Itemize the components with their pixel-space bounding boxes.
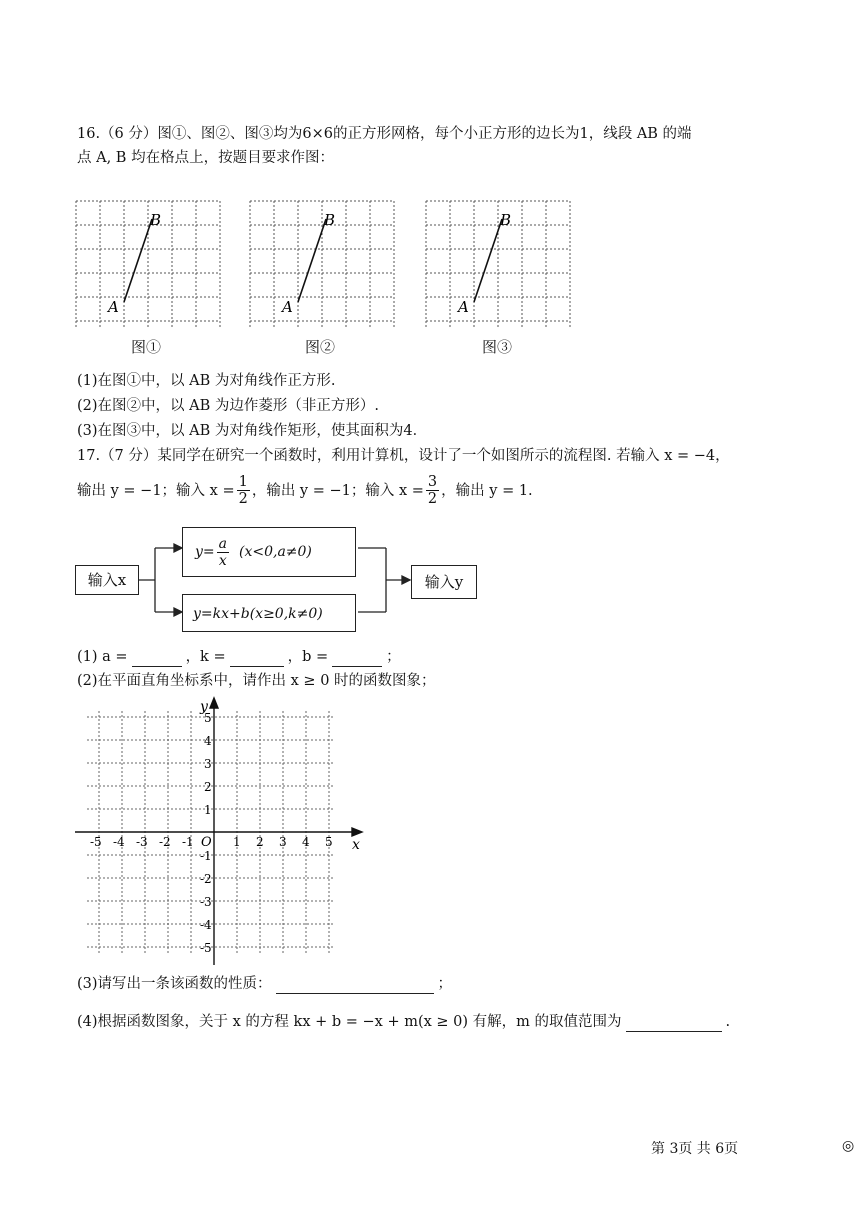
caption-figure-1: 图① <box>131 338 162 356</box>
x-tick-label: -1 <box>182 835 194 849</box>
fraction-denominator: x <box>218 552 227 569</box>
origin-label: O <box>201 835 212 850</box>
answer-blank-b[interactable] <box>332 666 382 667</box>
sub1-end: ； <box>386 649 401 665</box>
q17-line2 <box>77 474 533 507</box>
point-b-label: B <box>150 211 162 229</box>
grid-figure-3 <box>422 197 580 329</box>
q16-line2: 点 A, B 均在格点上，按题目要求作图： <box>77 150 335 166</box>
fraction-numerator: 1 <box>238 474 248 490</box>
page-number: 第 3页 共 6页 <box>651 1141 739 1157</box>
q17-sub4 <box>77 1012 730 1032</box>
fraction-three-halves <box>426 474 439 507</box>
x-tick-label: -5 <box>90 835 102 849</box>
y-tick-label: 4 <box>204 734 212 748</box>
flow-upper-box <box>182 527 356 577</box>
sub4-end: . <box>725 1014 731 1030</box>
y-tick-label: -3 <box>200 895 212 909</box>
fraction-numerator: a <box>218 535 227 552</box>
caption-figure-3: 图③ <box>482 338 513 356</box>
upper-formula-fraction <box>217 536 229 569</box>
q17-sub1 <box>77 647 401 667</box>
y-tick-label: -4 <box>200 918 212 932</box>
x-tick-label: -4 <box>113 835 125 849</box>
y-tick-label: -5 <box>200 941 212 955</box>
q16-sub1: (1)在图①中，以 AB 为对角线作正方形. <box>77 373 336 389</box>
q17-line1: 17.（7 分）某同学在研究一个函数时，利用计算机，设计了一个如图所示的流程图. 若输入 x = −4， <box>77 448 730 464</box>
upper-formula-condition: (x<0,a≠0) <box>239 544 312 560</box>
answer-blank-a[interactable] <box>132 666 182 667</box>
grid-figure-1 <box>72 197 227 329</box>
q16-sub2: (2)在图②中，以 AB 为边作菱形（非正方形）. <box>77 398 379 414</box>
x-tick-label: 2 <box>256 835 264 849</box>
point-a-label: A <box>108 298 119 316</box>
x-tick-label: 3 <box>279 835 287 849</box>
x-axis-label: x <box>352 837 360 853</box>
q16-sub3: (3)在图③中，以 AB 为对角线作矩形，使其面积为4． <box>77 423 428 439</box>
corner-mark: ◎ <box>842 1138 855 1154</box>
answer-blank-property[interactable] <box>276 993 434 994</box>
point-a-label: A <box>458 298 469 316</box>
sub4-text: (4)根据函数图象，关于 x 的方程 kx + b = −x + m(x ≥ 0) 有解，m 的取值范围为 <box>77 1014 622 1030</box>
point-a-label: A <box>282 298 293 316</box>
answer-blank-k[interactable] <box>230 666 284 667</box>
sub3-end: ； <box>437 976 453 992</box>
flow-output-box: 输入y <box>411 565 477 599</box>
q17-sub2: (2)在平面直角坐标系中，请作出 x ≥ 0 时的函数图象； <box>77 673 436 689</box>
x-tick-label: 4 <box>302 835 310 849</box>
answer-blank-m-range[interactable] <box>626 1031 722 1032</box>
q17-sub3 <box>77 974 452 994</box>
y-tick-label: -2 <box>200 872 212 886</box>
sub1-b-label: ，b = <box>287 649 329 665</box>
x-tick-label: 5 <box>325 835 333 849</box>
q16-line1: 16.（6 分）图①、图②、图③均为6×6的正方形网格，每个小正方形的边长为1，线段 AB 的端 <box>77 126 692 142</box>
fraction-one-half <box>237 474 250 507</box>
flow-input-box: 输入x <box>75 565 139 595</box>
x-tick-label: -2 <box>159 835 171 849</box>
y-tick-label: -1 <box>200 849 212 863</box>
coordinate-plane <box>70 695 370 970</box>
y-axis-arrow <box>210 698 218 708</box>
y-tick-label: 1 <box>204 803 212 817</box>
sub1-a-label: (1) a = <box>77 649 128 665</box>
upper-formula-prefix: y= <box>195 544 215 560</box>
sub3-text: (3)请写出一条该函数的性质： <box>77 976 272 992</box>
x-tick-label: -3 <box>136 835 148 849</box>
y-tick-label: 3 <box>204 757 212 771</box>
flow-lower-box: y=kx+b(x≥0,k≠0) <box>182 594 356 632</box>
caption-figure-2: 图② <box>305 338 336 356</box>
fraction-denominator: 2 <box>427 491 438 507</box>
q17-line2-part-a: 输出 y = −1；输入 x = <box>77 482 235 499</box>
fraction-denominator: 2 <box>238 491 248 507</box>
x-tick-label: 1 <box>233 835 241 849</box>
y-axis-label: y <box>200 699 208 715</box>
grid-figure-2 <box>246 197 401 329</box>
sub1-k-label: ，k = <box>185 649 226 665</box>
point-b-label: B <box>324 211 336 229</box>
point-b-label: B <box>500 211 512 229</box>
y-tick-label: 2 <box>204 780 212 794</box>
x-axis-arrow <box>352 828 362 836</box>
q17-line2-part-b: ，输出 y = −1；输入 x = <box>251 482 424 499</box>
q17-line2-part-c: ，输出 y = 1. <box>441 482 533 499</box>
y-tick-label: 5 <box>204 711 212 725</box>
fraction-numerator: 3 <box>427 474 438 490</box>
